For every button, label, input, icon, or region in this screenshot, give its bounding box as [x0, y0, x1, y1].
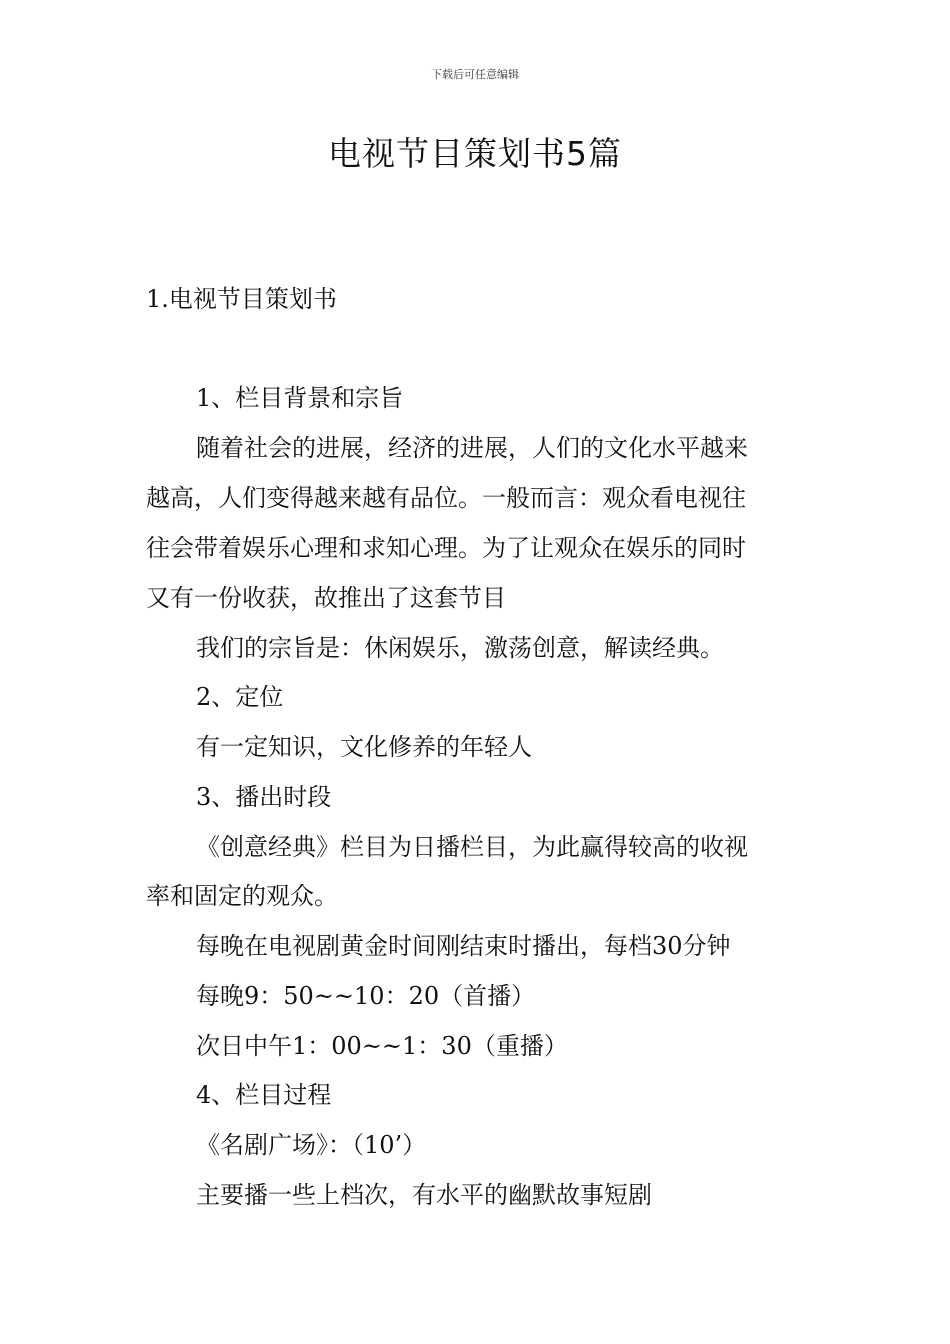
paragraph-line: 每晚在电视剧黄金时间刚结束时播出，每档30分钟 — [196, 932, 731, 960]
subsection-heading: 4、栏目过程 — [196, 1081, 332, 1109]
section-heading: 1.电视节目策划书 — [146, 285, 337, 313]
paragraph-line: 越高，人们变得越来越有品位。一般而言：观众看电视往 — [146, 484, 746, 512]
schedule-line: 次日中午1：00~~1：30（重播） — [196, 1032, 568, 1060]
paragraph-line: 《名剧广场》：（10’） — [196, 1131, 427, 1159]
subsection-heading: 3、播出时段 — [196, 783, 332, 811]
paragraph-line: 往会带着娱乐心理和求知心理。为了让观众在娱乐的同时 — [146, 534, 746, 562]
paragraph-line: 有一定知识，文化修养的年轻人 — [196, 733, 532, 761]
subsection-heading: 2、定位 — [196, 683, 284, 711]
paragraph-line: 主要播一些上档次，有水平的幽默故事短剧 — [196, 1181, 652, 1209]
schedule-line: 每晚9：50~~10：20（首播） — [196, 982, 536, 1010]
paragraph-line: 率和固定的观众。 — [146, 882, 338, 910]
paragraph-line: 又有一份收获，故推出了这套节目 — [146, 584, 506, 612]
paragraph-line: 随着社会的进展，经济的进展，人们的文化水平越来 — [196, 434, 748, 462]
subsection-heading: 1、栏目背景和宗旨 — [196, 384, 404, 412]
header-note: 下载后可任意编辑 — [431, 68, 519, 81]
document-title: 电视节目策划书5篇 — [328, 134, 622, 173]
paragraph-line: 《创意经典》栏目为日播栏目，为此赢得较高的收视 — [196, 833, 748, 861]
paragraph-line: 我们的宗旨是：休闲娱乐，激荡创意，解读经典。 — [196, 634, 724, 662]
